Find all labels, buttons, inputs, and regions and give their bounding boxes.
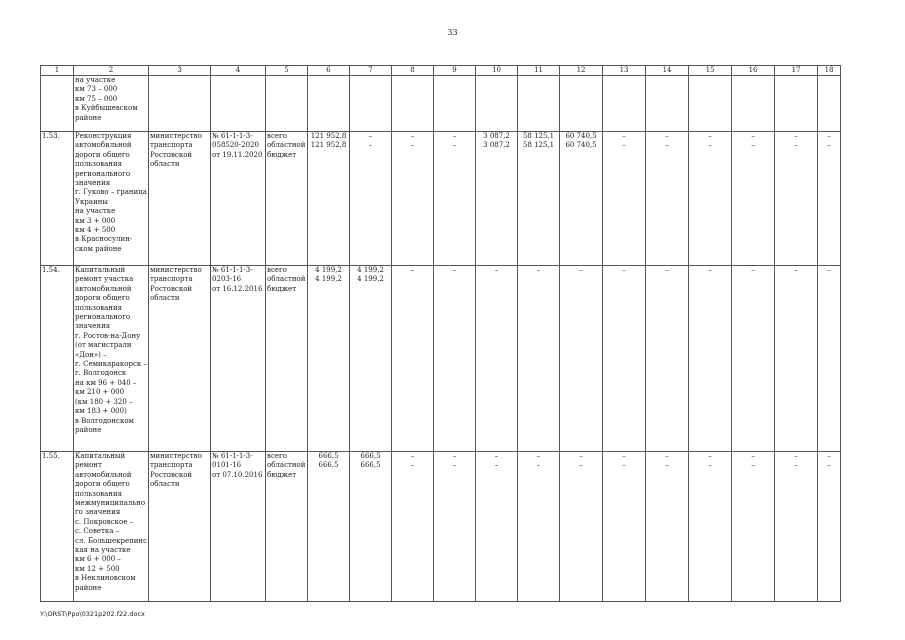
header-cell: 5	[266, 66, 308, 76]
organization-cell: министерство транспорта Ростовской области	[149, 452, 211, 602]
row-number-cell: 1.55.	[41, 452, 74, 602]
header-cell: 17	[775, 66, 818, 76]
table-cell	[476, 76, 518, 132]
budget-table	[40, 65, 841, 602]
value-cell: – –	[392, 452, 434, 602]
value-cell: – –	[434, 452, 476, 602]
value-cell: –	[518, 266, 560, 452]
table-row	[41, 266, 841, 452]
row-number-cell: 1.54.	[41, 266, 74, 452]
value-cell: – –	[350, 132, 392, 266]
table-cell	[732, 76, 775, 132]
value-cell: – –	[775, 132, 818, 266]
header-cell: 11	[518, 66, 560, 76]
value-cell: –	[775, 266, 818, 452]
table-cell	[308, 76, 350, 132]
document-cell: № 61-1-1-3- 058520-2020 от 19.11.2020	[211, 132, 266, 266]
table-row	[41, 76, 841, 132]
column-number-row	[41, 66, 841, 76]
value-cell: – –	[732, 132, 775, 266]
page-number: 33	[447, 28, 458, 37]
header-cell: 3	[149, 66, 211, 76]
organization-cell: министерство транспорта Ростовской области	[149, 266, 211, 452]
value-cell: –	[732, 266, 775, 452]
table-cell	[41, 76, 74, 132]
header-cell: 4	[211, 66, 266, 76]
header-cell: 16	[732, 66, 775, 76]
table-cell	[266, 76, 308, 132]
value-cell: – –	[476, 452, 518, 602]
value-cell: – –	[603, 452, 646, 602]
object-name-cell: Капитальный ремонт автомобильной дороги общего пользования межмуниципально го значения с. Покровское – с. Советка – сл. Большекрепинс кая на участке км 6 + 000 – км 12 + 500 в Неклиновском районе	[74, 452, 149, 602]
value-cell: 121 952,8 121 952,8	[308, 132, 350, 266]
object-name-cell: Реконструкция автомобильной дороги общего пользования регионального значения г. Гуково – граница Украины на участке км 3 + 000 км 4 + 500 в Красносулин- ском районе	[74, 132, 149, 266]
header-cell: 6	[308, 66, 350, 76]
header-cell: 1	[41, 66, 74, 76]
value-cell: –	[476, 266, 518, 452]
header-cell: 12	[560, 66, 603, 76]
value-cell: –	[646, 266, 689, 452]
table-cell	[149, 76, 211, 132]
table-cell	[392, 76, 434, 132]
header-cell: 14	[646, 66, 689, 76]
funding-source-cell: всего областной бюджет	[266, 452, 308, 602]
value-cell: 4 199,2 4 199,2	[308, 266, 350, 452]
header-cell: 2	[74, 66, 149, 76]
value-cell: – –	[818, 132, 841, 266]
header-cell: 18	[818, 66, 841, 76]
value-cell: – –	[689, 452, 732, 602]
header-cell: 15	[689, 66, 732, 76]
value-cell: 3 087,2 3 087,2	[476, 132, 518, 266]
value-cell: – –	[646, 452, 689, 602]
object-name-cell: на участке км 73 – 000 км 75 – 000 в Куйбышевском районе	[74, 76, 149, 132]
value-cell: 60 740,5 60 740,5	[560, 132, 603, 266]
object-name-cell: Капитальный ремонт участка автомобильной дороги общего пользования регионального значения г. Ростов-на-Дону (от магистрали «Дон») – г. Семикаракорск – г. Волгодонск на км 96 + 040 – км 210 + 000 (км 180 + 320 – км 183 + 000) в Волгодонском районе	[74, 266, 149, 452]
table-row	[41, 452, 841, 602]
value-cell: – –	[434, 132, 476, 266]
funding-source-cell: всего областной бюджет	[266, 132, 308, 266]
funding-source-cell: всего областной бюджет	[266, 266, 308, 452]
document-cell: № 61-1-1-3- 0203-16 от 16.12.2016	[211, 266, 266, 452]
header-cell: 8	[392, 66, 434, 76]
document-cell: № 61-1-1-3- 0101-16 от 07.10.2016	[211, 452, 266, 602]
value-cell: –	[392, 266, 434, 452]
table-cell	[560, 76, 603, 132]
value-cell: 4 199,2 4 199,2	[350, 266, 392, 452]
value-cell: – –	[818, 452, 841, 602]
row-number-cell: 1.53.	[41, 132, 74, 266]
value-cell: –	[689, 266, 732, 452]
table-cell	[689, 76, 732, 132]
value-cell: – –	[775, 452, 818, 602]
value-cell: –	[818, 266, 841, 452]
table-cell	[518, 76, 560, 132]
header-cell: 7	[350, 66, 392, 76]
value-cell: –	[560, 266, 603, 452]
value-cell: – –	[689, 132, 732, 266]
file-path-footer: Y:\ORST\Ppo\0321p202.f22.docx	[40, 610, 145, 618]
value-cell: – –	[603, 132, 646, 266]
table-cell	[603, 76, 646, 132]
value-cell: –	[434, 266, 476, 452]
value-cell: 666,5 666,5	[308, 452, 350, 602]
table-cell	[818, 76, 841, 132]
value-cell: –	[603, 266, 646, 452]
value-cell: – –	[518, 452, 560, 602]
value-cell: – –	[646, 132, 689, 266]
table-cell	[775, 76, 818, 132]
organization-cell: министерство транспорта Ростовской области	[149, 132, 211, 266]
table-cell	[646, 76, 689, 132]
header-cell: 10	[476, 66, 518, 76]
value-cell: – –	[560, 452, 603, 602]
table-cell	[434, 76, 476, 132]
value-cell: – –	[392, 132, 434, 266]
value-cell: 666,5 666,5	[350, 452, 392, 602]
value-cell: – –	[732, 452, 775, 602]
table-row	[41, 132, 841, 266]
value-cell: 58 125,1 58 125,1	[518, 132, 560, 266]
table-cell	[350, 76, 392, 132]
table-cell	[211, 76, 266, 132]
header-cell: 9	[434, 66, 476, 76]
header-cell: 13	[603, 66, 646, 76]
